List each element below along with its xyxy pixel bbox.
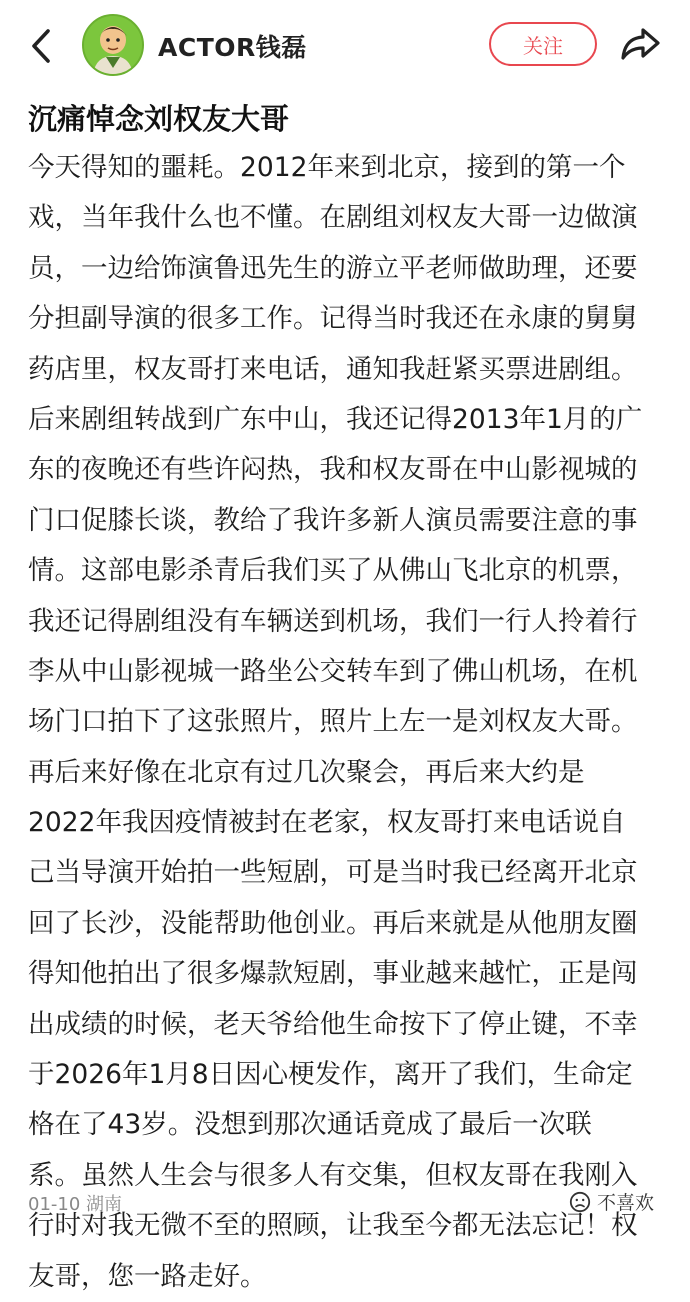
body-line: 药店里，权友哥打来电话，通知我赶紧买票进剧组。 bbox=[28, 353, 638, 385]
body-line: 回了长沙，没能帮助他创业。再后来就是从他朋友圈 bbox=[28, 907, 638, 939]
back-button[interactable] bbox=[24, 26, 60, 66]
body-line: 于2026年1月8日因心梗发作，离开了我们，生命定 bbox=[28, 1059, 633, 1091]
body-line: 系。虽然人生会与很多人有交集，但权友哥在我刚入 bbox=[28, 1159, 638, 1191]
body-line: 门口促膝长谈，教给了我许多新人演员需要注意的事 bbox=[28, 504, 638, 536]
share-arrow-icon bbox=[618, 24, 662, 64]
chevron-left-icon bbox=[24, 26, 60, 66]
share-button[interactable] bbox=[618, 24, 662, 64]
body-line: 再后来好像在北京有过几次聚会，再后来大约是 bbox=[28, 756, 585, 788]
top-bar bbox=[0, 0, 690, 90]
body-line: 情。这部电影杀青后我们买了从佛山飞北京的机票， bbox=[28, 555, 638, 587]
body-line: 后来剧组转战到广东中山，我还记得2013年1月的广 bbox=[28, 403, 643, 435]
dislike-button[interactable] bbox=[569, 1188, 654, 1215]
author-avatar[interactable] bbox=[82, 14, 144, 76]
author-name[interactable]: ACTOR钱磊 bbox=[158, 33, 307, 62]
body-line: 李从中山影视城一路坐公交转车到了佛山机场，在机 bbox=[28, 655, 638, 687]
sad-face-icon bbox=[569, 1191, 591, 1213]
body-line: 出成绩的时候，老天爷给他生命按下了停止键，不幸 bbox=[28, 1008, 638, 1040]
post-date-location: 01-10 湖南 bbox=[28, 1194, 123, 1215]
body-line: 己当导演开始拍一些短剧，可是当时我已经离开北京 bbox=[28, 857, 638, 889]
body-line: 戏，当年我什么也不懂。在剧组刘权友大哥一边做演 bbox=[28, 202, 638, 234]
follow-button[interactable]: 关注 bbox=[489, 22, 597, 66]
body-line: 员，一边给饰演鲁迅先生的游立平老师做助理，还要 bbox=[28, 252, 638, 284]
body-line: 2022年我因疫情被封在老家，权友哥打来电话说自 bbox=[28, 807, 626, 839]
body-line: 格在了43岁。没想到那次通话竟成了最后一次联 bbox=[28, 1109, 592, 1141]
body-line: 场门口拍下了这张照片，照片上左一是刘权友大哥。 bbox=[28, 706, 638, 738]
dislike-label: 不喜欢 bbox=[596, 1192, 654, 1214]
avatar-cartoon-icon bbox=[84, 16, 142, 74]
body-line: 我还记得剧组没有车辆送到机场，我们一行人拎着行 bbox=[28, 605, 638, 637]
body-line: 分担副导演的很多工作。记得当时我还在永康的舅舅 bbox=[28, 303, 638, 335]
body-line: 得知他拍出了很多爆款短剧，事业越来越忙，正是闯 bbox=[28, 958, 638, 990]
body-line: 今天得知的噩耗。2012年来到北京，接到的第一个 bbox=[28, 152, 626, 183]
post-title: 沉痛悼念刘权友大哥 bbox=[28, 102, 290, 136]
post-body bbox=[28, 143, 668, 1302]
body-line: 东的夜晚还有些许闷热，我和权友哥在中山影视城的 bbox=[28, 454, 638, 486]
body-line: 友哥，您一路走好。 bbox=[28, 1260, 267, 1292]
body-line: 行时对我无微不至的照顾，让我至今都无法忘记！权 bbox=[28, 1210, 638, 1242]
